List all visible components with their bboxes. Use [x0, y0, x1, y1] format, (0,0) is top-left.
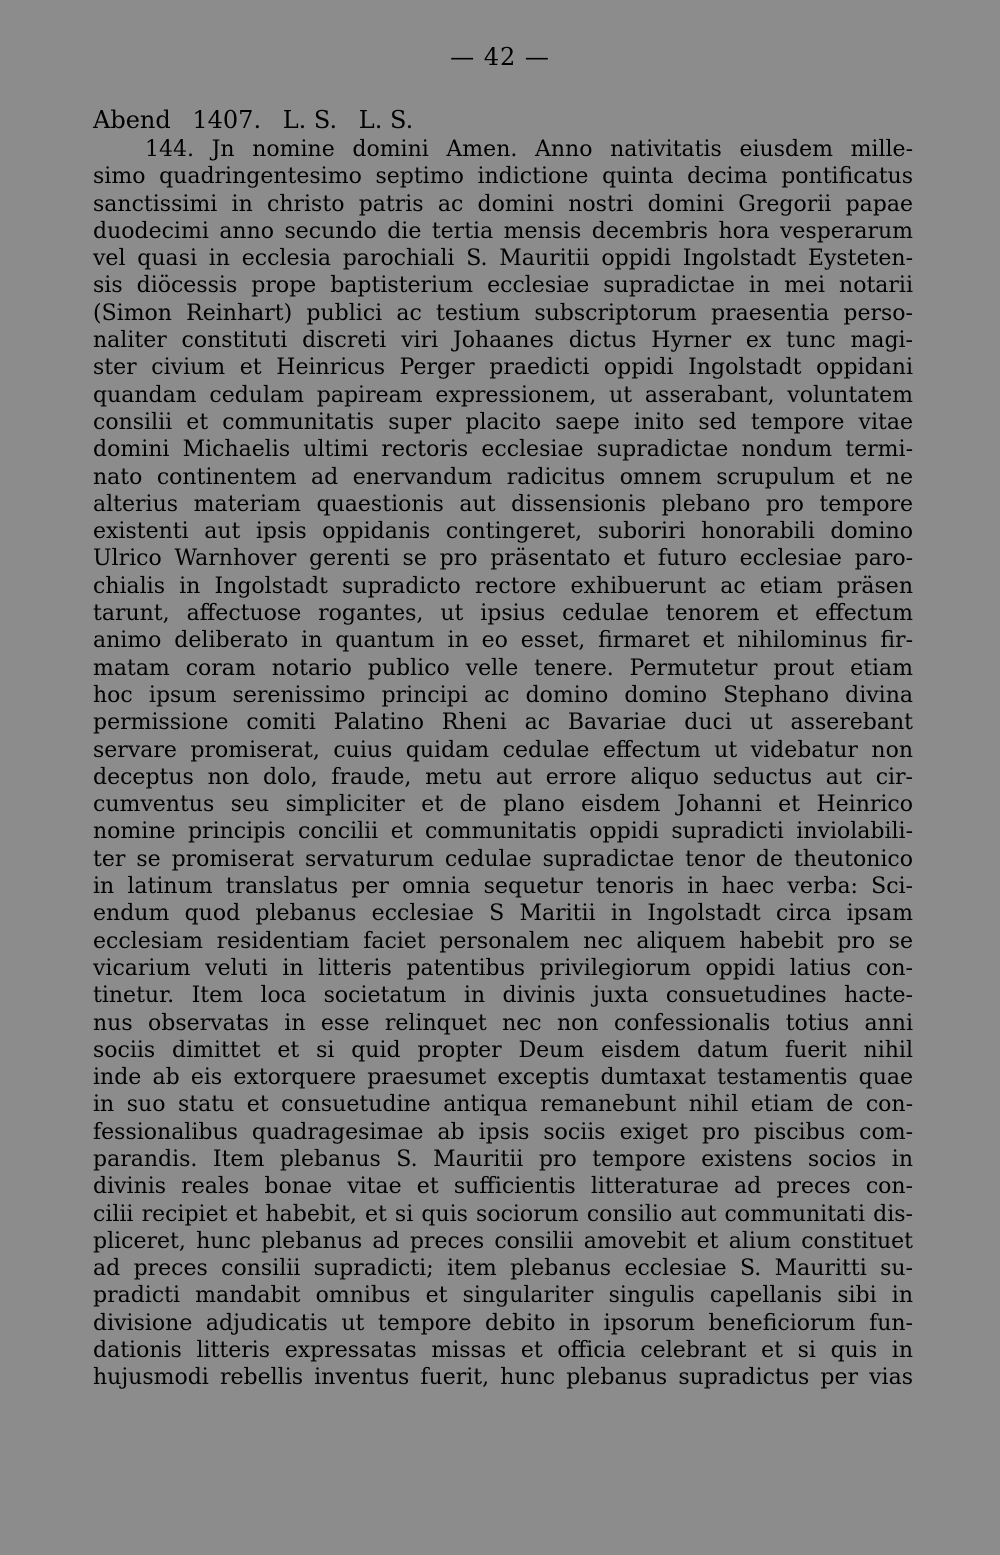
text-line: endum quod plebanus ecclesiae S Maritii in Ingolstadt circa ipsam — [93, 901, 913, 927]
seal-mark: L. S. — [358, 106, 414, 134]
text-line: alterius materiam quaestionis aut dissensionis plebano pro tempore — [93, 491, 913, 517]
text-line: consilii et communitatis super placito saepe inito sed tempore vitae — [93, 409, 913, 435]
text-line: hoc ipsum serenissimo principi ac domino domino Stephano divina — [93, 682, 913, 708]
text-line: in suo statu et consuetudine antiqua remanebunt nihil etiam de con- — [93, 1092, 913, 1118]
text-line: dationis litteris expressatas missas et officia celebrant et si quis in — [93, 1338, 913, 1364]
text-line: fessionalibus quadragesimae ab ipsis sociis exiget pro piscibus com- — [93, 1119, 913, 1145]
text-line: nomine principis concilii et communitatis oppidi supradicti inviolabili- — [93, 819, 913, 845]
seal-mark: L. S. — [282, 106, 338, 134]
text-line: duodecimi anno secundo die tertia mensis decembris hora vesperarum — [93, 218, 913, 244]
text-line: simo quadringentesimo septimo indictione quinta decima pontificatus — [93, 164, 913, 190]
header-word: Abend — [93, 106, 171, 134]
text-line: in latinum translatus per omnia sequetur tenoris in haec verba: Sci- — [93, 874, 913, 900]
text-line: divinis reales bonae vitae et sufficientis litteraturae ad preces con- — [93, 1174, 913, 1200]
text-line: hujusmodi rebellis inventus fuerit, hunc plebanus supradictus per vias — [93, 1365, 913, 1391]
text-line: permissione comiti Palatino Rheni ac Bavariae duci ut asserebant — [93, 710, 913, 736]
text-line: cilii recipiet et habebit, et si quis sociorum consilio aut communitati dis- — [93, 1201, 913, 1227]
document-body — [93, 136, 913, 1392]
text-line: sociis dimittet et si quid propter Deum eisdem datum fuerit nihil — [93, 1037, 913, 1063]
text-line: tarunt, affectuose rogantes, ut ipsius cedulae tenorem et effectum — [93, 601, 913, 627]
text-line: vicarium veluti in litteris patentibus privilegiorum oppidi latius con- — [93, 955, 913, 981]
text-line: inde ab eis extorquere praesumet exceptis dumtaxat testamentis quae — [93, 1065, 913, 1091]
text-line: pradicti mandabit omnibus et singulariter singulis capellanis sibi in — [93, 1283, 913, 1309]
header-date: 1407. — [192, 106, 262, 134]
text-line: sis diöcessis prope baptisterium ecclesiae supradictae in mei notarii — [93, 273, 913, 299]
text-line: pliceret, hunc plebanus ad preces consilii amovebit et alium constituet — [93, 1228, 913, 1254]
text-line: cumventus seu simpliciter et de plano eisdem Johanni et Heinrico — [93, 792, 913, 818]
text-line: (Simon Reinhart) publici ac testium subscriptorum praesentia perso- — [93, 300, 913, 326]
page-number: — 42 — — [450, 43, 550, 71]
text-line: ad preces consilii supradicti; item plebanus ecclesiae S. Mauritti su- — [93, 1256, 913, 1282]
text-line: ecclesiam residentiam faciet personalem nec aliquem habebit pro se — [93, 928, 913, 954]
text-line: matam coram notario publico velle tenere. Permutetur prout etiam — [93, 655, 913, 681]
text-line: naliter constituti discreti viri Johaanes dictus Hyrner ex tunc magi- — [93, 328, 913, 354]
text-line: parandis. Item plebanus S. Mauritii pro tempore existens socios in — [93, 1146, 913, 1172]
text-line: existenti aut ipsis oppidanis contingeret, suboriri honorabili domino — [93, 519, 913, 545]
text-line: servare promiserat, cuius quidam cedulae effectum ut videbatur non — [93, 737, 913, 763]
text-line: ster civium et Heinricus Perger praedicti oppidi Ingolstadt oppidani — [93, 355, 913, 381]
text-line: ter se promiserat servaturum cedulae supradictae tenor de theutonico — [93, 846, 913, 872]
text-line: deceptus non dolo, fraude, metu aut errore aliquo seductus aut cir- — [93, 764, 913, 790]
text-line: tinetur. Item loca societatum in divinis juxta consuetudines hacte- — [93, 983, 913, 1009]
text-line: chialis in Ingolstadt supradicto rectore exhibuerunt ac etiam präsen — [93, 573, 913, 599]
text-line: Ulrico Warnhover gerenti se pro präsentato et futuro ecclesiae paro- — [93, 546, 913, 572]
document-header — [93, 105, 427, 135]
text-line: quandam cedulam papiream expressionem, ut asserabant, voluntatem — [93, 382, 913, 408]
text-line: animo deliberato in quantum in eo esset, firmaret et nihilominus fir- — [93, 628, 913, 654]
text-line: divisione adjudicatis ut tempore debito in ipsorum beneficiorum fun- — [93, 1310, 913, 1336]
text-line: domini Michaelis ultimi rectoris ecclesiae supradictae nondum termi- — [93, 437, 913, 463]
text-line: vel quasi in ecclesia parochiali S. Mauritii oppidi Ingolstadt Eysteten- — [93, 246, 913, 272]
text-line: nus observatas in esse relinquet nec non confessionalis totius anni — [93, 1010, 913, 1036]
text-line: nato continentem ad enervandum radicitus omnem scrupulum et ne — [93, 464, 913, 490]
text-line: sanctissimi in christo patris ac domini nostri domini Gregorii papae — [93, 191, 913, 217]
text-line: 144. Jn nomine domini Amen. Anno nativitatis eiusdem mille- — [145, 137, 913, 162]
